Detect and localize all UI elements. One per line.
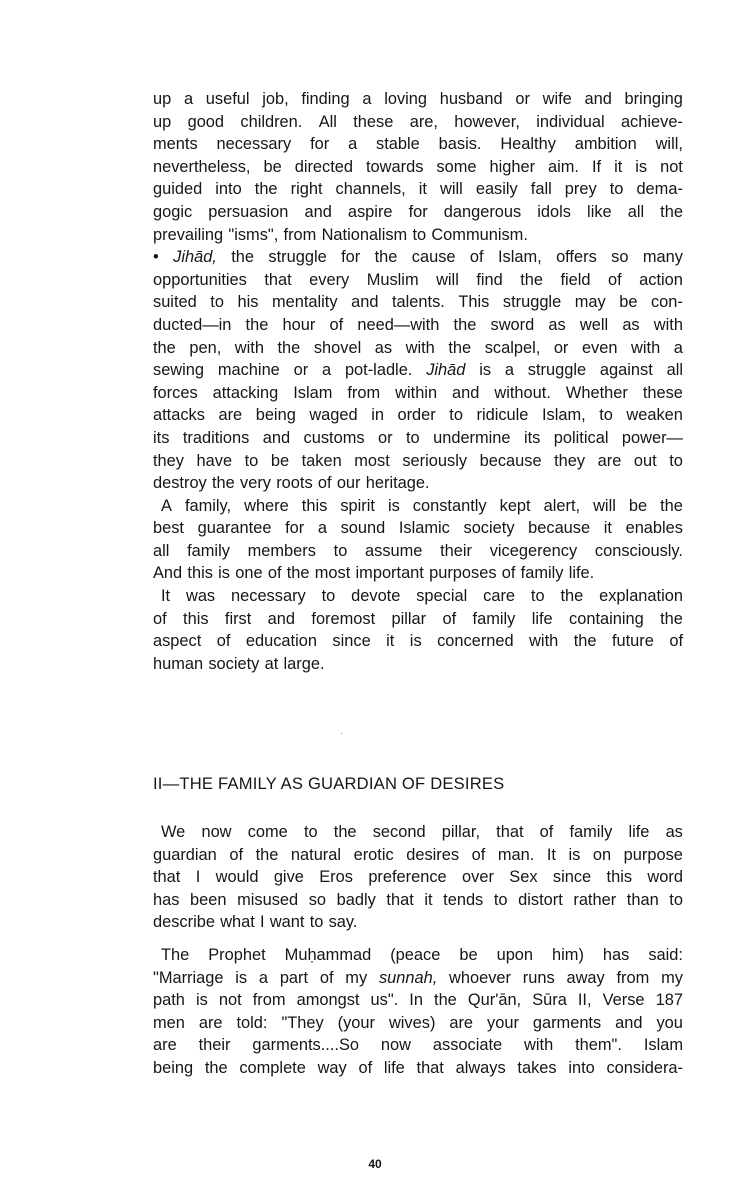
text-line: its traditions and customs or to undermine its political power— [153, 428, 683, 447]
text-line: And this is one of the most important purposes of family life. [153, 564, 595, 583]
text-line: A family, where this spirit is constantly kept alert, will be the [161, 496, 683, 515]
text-line: opportunities that every Muslim will find the field of action [153, 270, 683, 289]
text-line: are their garments....So now associate with them". Islam [153, 1036, 683, 1055]
text-line: men are told: "They (your wives) are your garments and you [153, 1013, 683, 1032]
text-line: aspect of education since it is concerned with the future of [153, 632, 683, 651]
text-line: of this first and foremost pillar of family life containing the [153, 609, 683, 628]
scan-speck: · [340, 728, 344, 739]
text-line: ments necessary for a stable basis. Healthy ambition will, [153, 135, 683, 154]
text-line: guided into the right channels, it will easily fall prey to dema- [153, 180, 683, 199]
text-line: destroy the very roots of our heritage. [153, 474, 430, 493]
text-line: path is not from amongst us". In the Qur'ān, Sūra II, Verse 187 [153, 991, 683, 1010]
text-line: guardian of the natural erotic desires of man. It is on purpose [153, 845, 683, 864]
text-line: best guarantee for a sound Islamic society because it enables [153, 519, 683, 538]
text-line: sewing machine or a pot-ladle. Jihād is a struggle against all [153, 361, 683, 380]
text-line: they have to be taken most seriously because they are out to [153, 451, 683, 470]
text-line: the pen, with the shovel as with the scalpel, or even with a [153, 338, 683, 357]
text-line: nevertheless, be directed towards some higher aim. If it is not [153, 157, 683, 176]
text-line: has been misused so badly that it tends to distort rather than to [153, 890, 683, 909]
text-line: forces attacking Islam from within and without. Whether these [153, 383, 683, 402]
text-line: being the complete way of life that always takes into considera- [153, 1058, 683, 1077]
text-line: "Marriage is a part of my sunnah, whoever runs away from my [153, 968, 683, 987]
text-line: It was necessary to devote special care to the explanation [161, 587, 683, 606]
section-heading: II—THE FAMILY AS GUARDIAN OF DESIRES [153, 774, 505, 793]
text-line: • Jihād, the struggle for the cause of Islam, offers so many [153, 248, 683, 267]
text-line: gogic persuasion and aspire for dangerous idols like all the [153, 202, 683, 221]
text-line: attacks are being waged in order to ridicule Islam, to weaken [153, 406, 683, 425]
text-line: all family members to assume their vicegerency consciously. [153, 541, 683, 560]
body-text-top [153, 88, 683, 675]
text-line: describe what I want to say. [153, 913, 358, 932]
text-line: up good children. All these are, however, individual achieve- [153, 112, 683, 131]
text-line: ducted—in the hour of need—with the sword as well as with [153, 315, 683, 334]
text-line: We now come to the second pillar, that of family life as [161, 823, 683, 841]
page-number: 40 [368, 1157, 382, 1171]
paragraph-prophet [153, 944, 683, 1080]
text-line: human society at large. [153, 654, 325, 673]
text-line: suited to his mentality and talents. This struggle may be con- [153, 293, 683, 312]
text-line: that I would give Eros preference over Sex since this word [153, 868, 683, 887]
text-line: prevailing "isms", from Nationalism to Communism. [153, 225, 528, 244]
text-line: up a useful job, finding a loving husband or wife and bringing [153, 90, 683, 108]
paragraph-eros [153, 821, 683, 934]
text-line: The Prophet Muḥammad (peace be upon him) has said: [161, 946, 683, 964]
